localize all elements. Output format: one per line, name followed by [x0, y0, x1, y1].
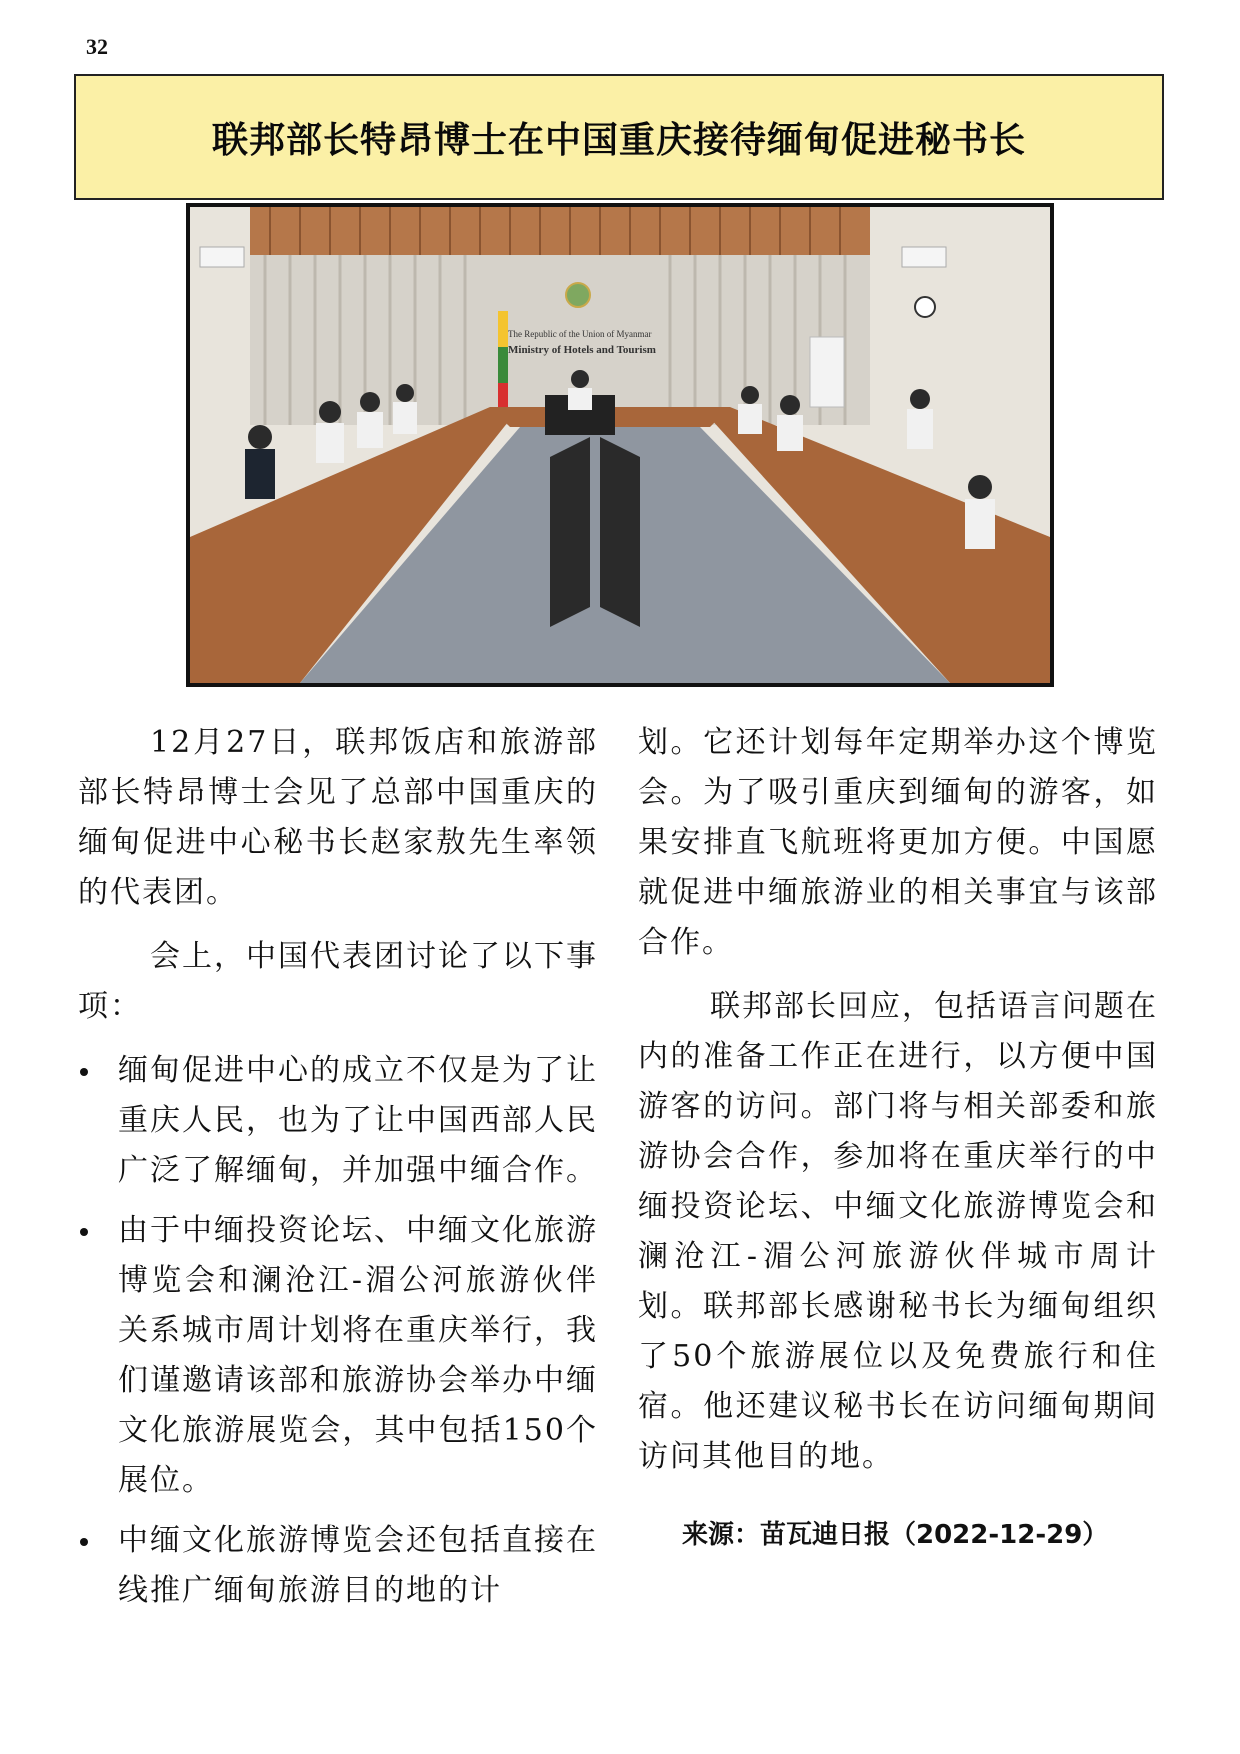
left-column — [78, 718, 598, 1626]
list-item — [78, 1516, 598, 1616]
air-conditioner-left — [200, 247, 244, 267]
floor-air-conditioner — [810, 337, 844, 407]
list-item-text: 缅甸促进中心的成立不仅是为了让重庆人民，也为了让中国西部人民广泛了解缅甸，并加强中缅合作。 — [118, 1053, 598, 1188]
list-item — [78, 1206, 598, 1506]
screen-left — [550, 437, 590, 627]
sign-line-1: The Republic of the Union of Myanmar — [508, 329, 652, 339]
response-paragraph: 联邦部长回应，包括语言问题在内的准备工作正在进行，以方便中国游客的访问。部门将与相关部委和旅游协会合作，参加将在重庆举行的中缅投资论坛、中缅文化旅游博览会和澜沧江-湄公河旅游伙伴城市周计划。联邦部长感谢秘书长为缅甸组织了50个旅游展位以及免费旅行和住宿。他还建议秘书长在访问缅甸期间访问其他目的地。 — [638, 989, 1158, 1474]
source-citation: 来源：苗瓦迪日报（2022-12-29） — [682, 1520, 1109, 1550]
air-conditioner-right — [902, 247, 946, 267]
list-item — [78, 1046, 598, 1196]
bullet-icon — [80, 1228, 88, 1236]
discussion-list — [78, 1046, 598, 1616]
right-column — [638, 718, 1158, 1560]
list-item-text: 由于中缅投资论坛、中缅文化旅游博览会和澜沧江-湄公河旅游伙伴关系城市周计划将在重庆举行，我们谨邀请该部和旅游协会举办中缅文化旅游展览会，其中包括150个展位。 — [118, 1213, 598, 1498]
wood-valance — [250, 207, 870, 255]
page-number: 32 — [86, 34, 108, 59]
bullet-icon — [80, 1068, 88, 1076]
discussion-paragraph: 会上，中国代表团讨论了以下事项： — [78, 939, 598, 1024]
article-title: 联邦部长特昂博士在中国重庆接待缅甸促进秘书长 — [211, 119, 1026, 161]
screen-right — [600, 437, 640, 627]
intro-paragraph: 12月27日，联邦饭店和旅游部部长特昂博士会见了总部中国重庆的缅甸促进中心秘书长赵家敖先生率领的代表团。 — [78, 725, 598, 910]
continuation-paragraph: 划。它还计划每年定期举办这个博览会。为了吸引重庆到缅甸的游客，如果安排直飞航班将更加方便。中国愿就促进中缅旅游业的相关事宜与该部合作。 — [638, 725, 1158, 960]
emblem — [566, 283, 590, 307]
wall-clock — [915, 297, 935, 317]
list-item-text: 中缅文化旅游博览会还包括直接在线推广缅甸旅游目的地的计 — [118, 1523, 598, 1608]
title-banner — [74, 74, 1164, 200]
bullet-icon — [80, 1538, 88, 1546]
meeting-room-illustration — [190, 207, 1050, 683]
sign-line-2: Ministry of Hotels and Tourism — [508, 344, 656, 356]
meeting-photo — [186, 203, 1054, 687]
